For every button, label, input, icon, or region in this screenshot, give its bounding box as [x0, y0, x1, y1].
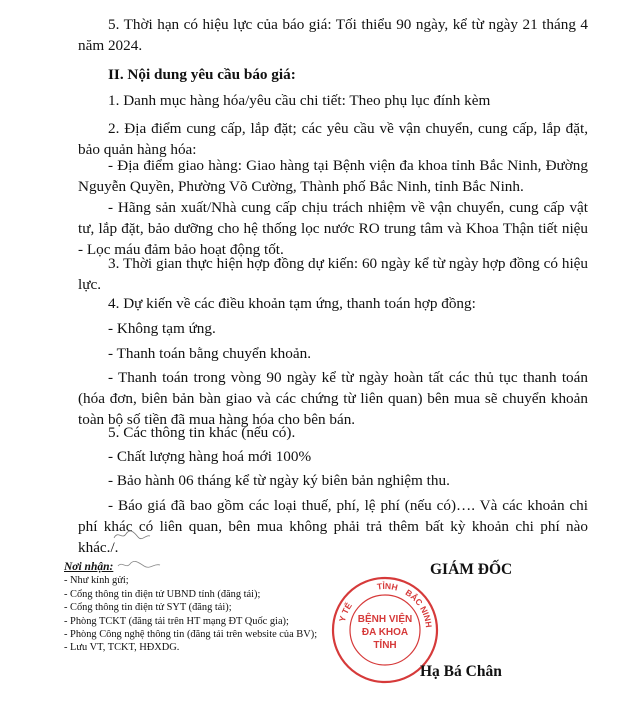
quality-item: - Chất lượng hàng hoá mới 100%	[108, 448, 312, 465]
signatory-title: GIÁM ĐỐC	[430, 561, 513, 578]
other-info-paragraph: 5. Các thông tin khác (nếu có).	[108, 424, 296, 441]
recipient-item: - Cổng thông tin điện tử SYT (đăng tải);	[64, 602, 232, 614]
validity-paragraph: 5. Thời hạn có hiệu lực của báo giá: Tối thiểu 90 ngày, kể từ ngày 21 tháng 4 năm 2024.	[78, 16, 588, 54]
recipients-title: Nơi nhận:	[64, 561, 114, 573]
contract-duration-paragraph: 3. Thời gian thực hiện hợp đồng dự kiến: 60 ngày kể từ ngày hợp đồng có hiệu lực.	[78, 255, 588, 293]
seal-ring-text: BẮC NINH	[403, 587, 434, 629]
recipient-item: - Phòng TCKT (đăng tải trên HT mạng ĐT Quốc gia);	[64, 615, 289, 627]
recipient-item: - Như kính gửi;	[64, 575, 129, 587]
no-advance-item: - Không tạm ứng.	[108, 320, 216, 337]
recipients-title-row	[64, 560, 364, 574]
payment-period-paragraph: - Thanh toán trong vòng 90 ngày kể từ ngày hoàn tất các thủ tục thanh toán (hóa đơn, biên bản bàn giao và các chứng từ liên quan) bên mua sẽ chuyển khoản toàn bộ số tiền đã mua hàng hóa cho bên bán.	[78, 369, 588, 428]
supplier-responsibility-paragraph: - Hãng sản xuất/Nhà cung cấp chịu trách nhiệm về vận chuyển, cung cấp vật tư, lắp đặt, bảo dưỡng cho hệ thống lọc nước RO trung tâm và Khoa Thận tiết niệu - Lọc máu đảm bảo hoạt động tốt.	[78, 199, 588, 258]
recipients-block	[64, 560, 364, 655]
tax-inclusion-paragraph: - Báo giá đã bao gồm các loại thuế, phí, lệ phí (nếu có)…. Và các khoản chi phí khác có liên quan, bên mua không phải trả thêm bất kỳ khoản chi phí nào khác./.	[78, 497, 588, 556]
seal-center-line: BỆNH VIỆN	[357, 614, 413, 625]
delivery-location-paragraph: 2. Địa điểm cung cấp, lắp đặt; các yêu cầu về vận chuyển, cung cấp, lắp đặt, bảo quản hàng hóa:	[78, 120, 588, 158]
seal-center-line: TỈNH	[373, 640, 397, 651]
seal-ring-text: Y TẾ	[336, 600, 354, 623]
delivery-address-paragraph: - Địa điểm giao hàng: Giao hàng tại Bệnh viện đa khoa tỉnh Bắc Ninh, Đường Nguyễn Quyền, Phường Võ Cường, Thành phố Bắc Ninh, tỉnh Bắc Ninh.	[78, 157, 588, 195]
item-list-paragraph: 1. Danh mục hàng hóa/yêu cầu chi tiết: Theo phụ lục đính kèm	[108, 92, 491, 109]
recipient-item: - Phòng Công nghệ thông tin (đăng tải trên website của BV);	[64, 629, 318, 641]
bank-transfer-item: - Thanh toán bằng chuyển khoản.	[108, 345, 312, 362]
signatory-name: Hạ Bá Chân	[420, 663, 502, 680]
seal-ring-text: TỈNH	[376, 580, 399, 593]
payment-terms-paragraph: 4. Dự kiến về các điều khoản tạm ứng, thanh toán hợp đồng:	[108, 295, 476, 312]
handwritten-initial	[112, 528, 152, 542]
section-heading: II. Nội dung yêu cầu báo giá:	[108, 66, 296, 83]
recipient-item: - Lưu VT, TCKT, HĐXDG.	[64, 642, 180, 654]
recipient-item: - Cổng thông tin điện tử UBND tỉnh (đăng tải);	[64, 588, 261, 600]
warranty-item: - Bảo hành 06 tháng kể từ ngày ký biên bản nghiệm thu.	[108, 472, 450, 489]
seal-center-line: ĐA KHOA	[361, 627, 409, 638]
handwritten-initial	[116, 560, 162, 570]
